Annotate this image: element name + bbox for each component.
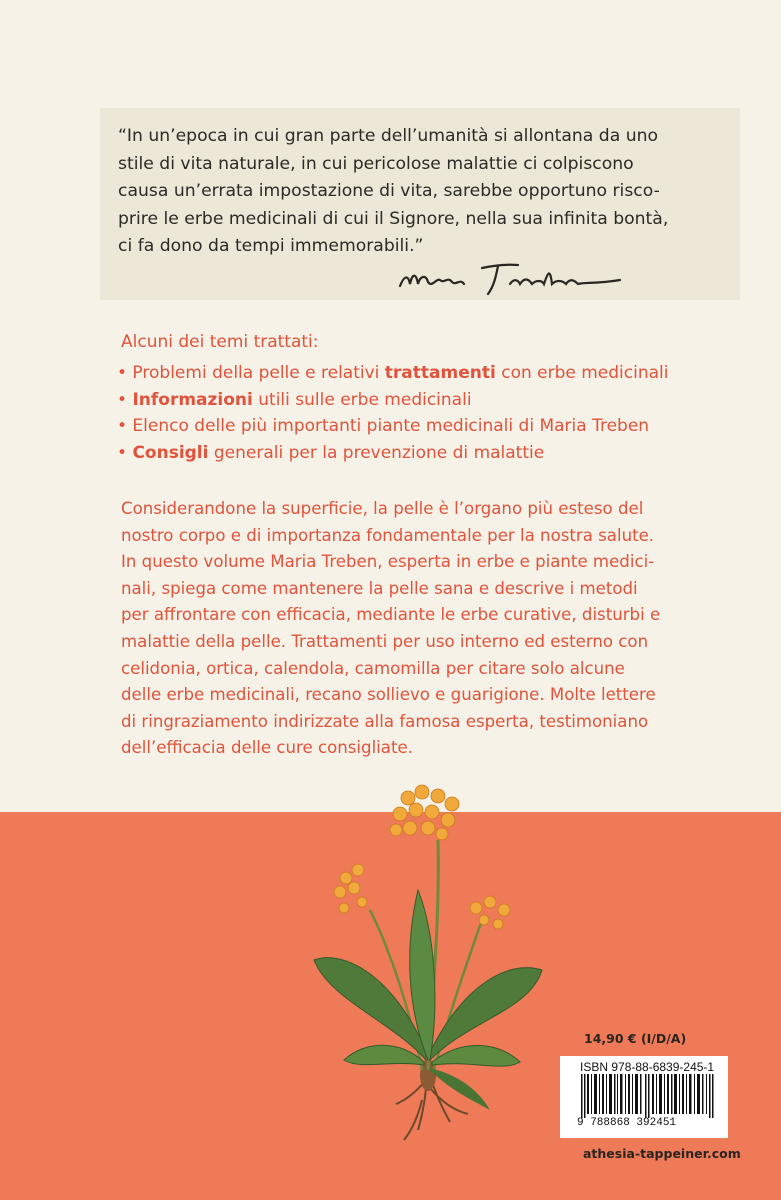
description-line: In questo volume Maria Treben, esperta in erbe e piante medici-: [121, 552, 655, 572]
topic-bold: Informazioni: [132, 389, 253, 410]
topics-title: Alcuni dei temi trattati:: [121, 332, 319, 352]
primrose-illustration: [300, 770, 550, 1170]
description-line: dell’efficacia delle cure consigliate.: [121, 738, 413, 758]
topic-item: [117, 440, 669, 467]
bullet: •: [117, 363, 128, 383]
topic-text: con erbe medicinali: [495, 363, 669, 383]
quote-line: ci fa dono da tempi immemorabili.”: [118, 236, 424, 256]
description-line: malattie della pelle. Trattamenti per uso interno ed esterno con: [121, 631, 649, 651]
topic-item: [117, 387, 669, 414]
topic-bold: trattamenti: [384, 363, 496, 383]
description-line: per affrontare con efficacia, mediante le erbe curative, disturbi e: [121, 605, 661, 625]
topic-item: [117, 413, 669, 440]
bullet: •: [117, 389, 128, 410]
description-line: celidonia, ortica, calendola, camomilla per citare solo alcune: [121, 658, 625, 678]
quote-line: “In un’epoca in cui gran parte dell’umanità si allontana da uno: [118, 126, 659, 146]
quote-line: causa un’errata impostazione di vita, sarebbe opportuno risco-: [118, 181, 660, 201]
topic-text: generali per la prevenzione di malattie: [208, 442, 545, 463]
quote-line: prire le erbe medicinali di cui il Signore, nella sua infinita bontà,: [118, 208, 669, 229]
description-line: delle erbe medicinali, recano sollievo e guarigione. Molte lettere: [121, 685, 656, 705]
signature: [398, 258, 628, 298]
description: [121, 496, 721, 762]
topic-item: [117, 360, 669, 387]
bullet: •: [117, 442, 128, 463]
isbn: ISBN 978-88-6839-245-1: [580, 1060, 715, 1074]
quote-line: stile di vita naturale, in cui pericolose malattie ci colpiscono: [118, 153, 634, 174]
description-line: Considerandone la superficie, la pelle è l’organo più esteso del: [121, 499, 644, 518]
bullet: •: [117, 416, 128, 436]
description-line: nostro corpo e di importanza fondamentale per la nostra salute.: [121, 525, 655, 545]
quote-text: [118, 123, 718, 261]
topic-text: Problemi della pelle e relativi: [127, 363, 385, 383]
barcode: [575, 1074, 725, 1126]
price: 14,90 € (I/D/A): [584, 1031, 687, 1046]
description-line: nali, spiega come mantenere la pelle sana e descrive i metodi: [121, 578, 638, 598]
barcode-digits: 9 788868 392451: [577, 1117, 677, 1126]
topics-list: [117, 360, 669, 466]
publisher-website: athesia-tappeiner.com: [583, 1146, 741, 1161]
description-line: di ringraziamento indirizzate alla famosa esperta, testimoniano: [121, 711, 649, 731]
topic-bold: Consigli: [132, 442, 209, 463]
topic-text: utili sulle erbe medicinali: [252, 389, 472, 410]
topic-text: Elenco delle più importanti piante medicinali di Maria Treben: [127, 416, 650, 436]
